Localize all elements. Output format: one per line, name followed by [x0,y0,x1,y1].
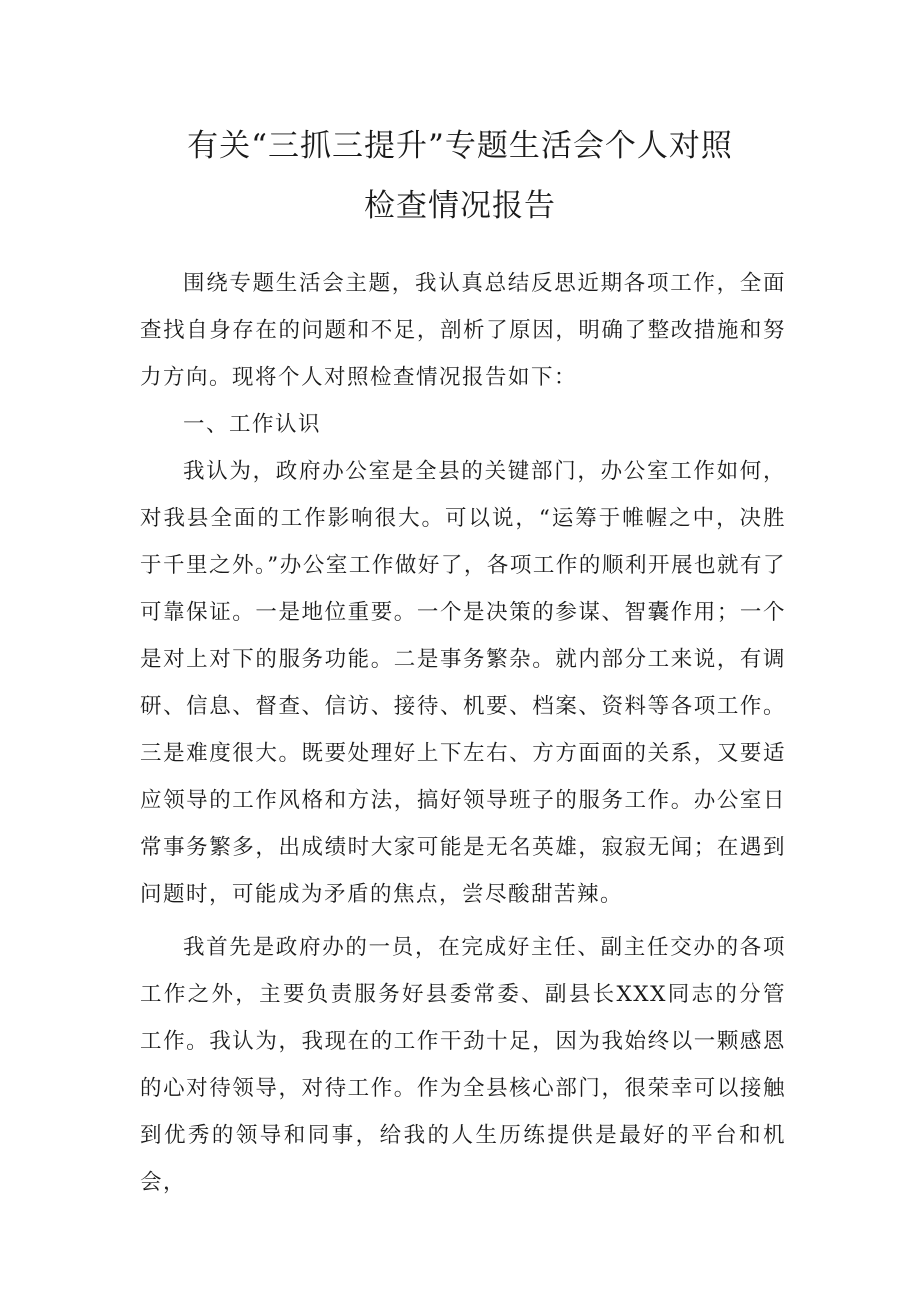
work-understanding-paragraph: 我认为，政府办公室是全县的关键部门，办公室工作如何，对我县全面的工作影响很大。可以说，“运筹于帷幄之中，决胜于千里之外。”办公室工作做好了，各项工作的顺利开展也就有了可靠保证。一是地位重要。一个是决策的参谋、智囊作用；一个是对上对下的服务功能。二是事务繁杂。就内部分工来说，有调研、信息、督查、信访、接待、机要、档案、资料等各项工作。三是难度很大。既要处理好上下左右、方方面面的关系，又要适应领导的工作风格和方法，搞好领导班子的服务工作。办公室日常事务繁多，出成绩时大家可能是无名英雄，寂寂无闻；在遇到问题时，可能成为矛盾的焦点，尝尽酸甜苦辣。 [140,459,786,907]
document-title-line-2: 检查情况报告 [364,188,556,224]
document-title-line-1: 有关“三抓三提升”专题生活会个人对照 [187,128,733,164]
section-heading-work-understanding: 一、工作认识 [183,412,322,437]
personal-role-paragraph: 我首先是政府办的一员，在完成好主任、副主任交办的各项工作之外，主要负责服务好县委常委、副县长XXX同志的分管工作。我认为，我现在的工作干劲十足，因为我始终以一颗感恩的心对待领导，对待工作。作为全县核心部门，很荣幸可以接触到优秀的领导和同事，给我的人生历练提供是最好的平台和机会， [140,935,786,1195]
intro-paragraph: 围绕专题生活会主题，我认真总结反思近期各项工作，全面查找自身存在的问题和不足，剖析了原因，明确了整改措施和努力方向。现将个人对照检查情况报告如下： [140,271,786,390]
document-body [140,260,786,1206]
